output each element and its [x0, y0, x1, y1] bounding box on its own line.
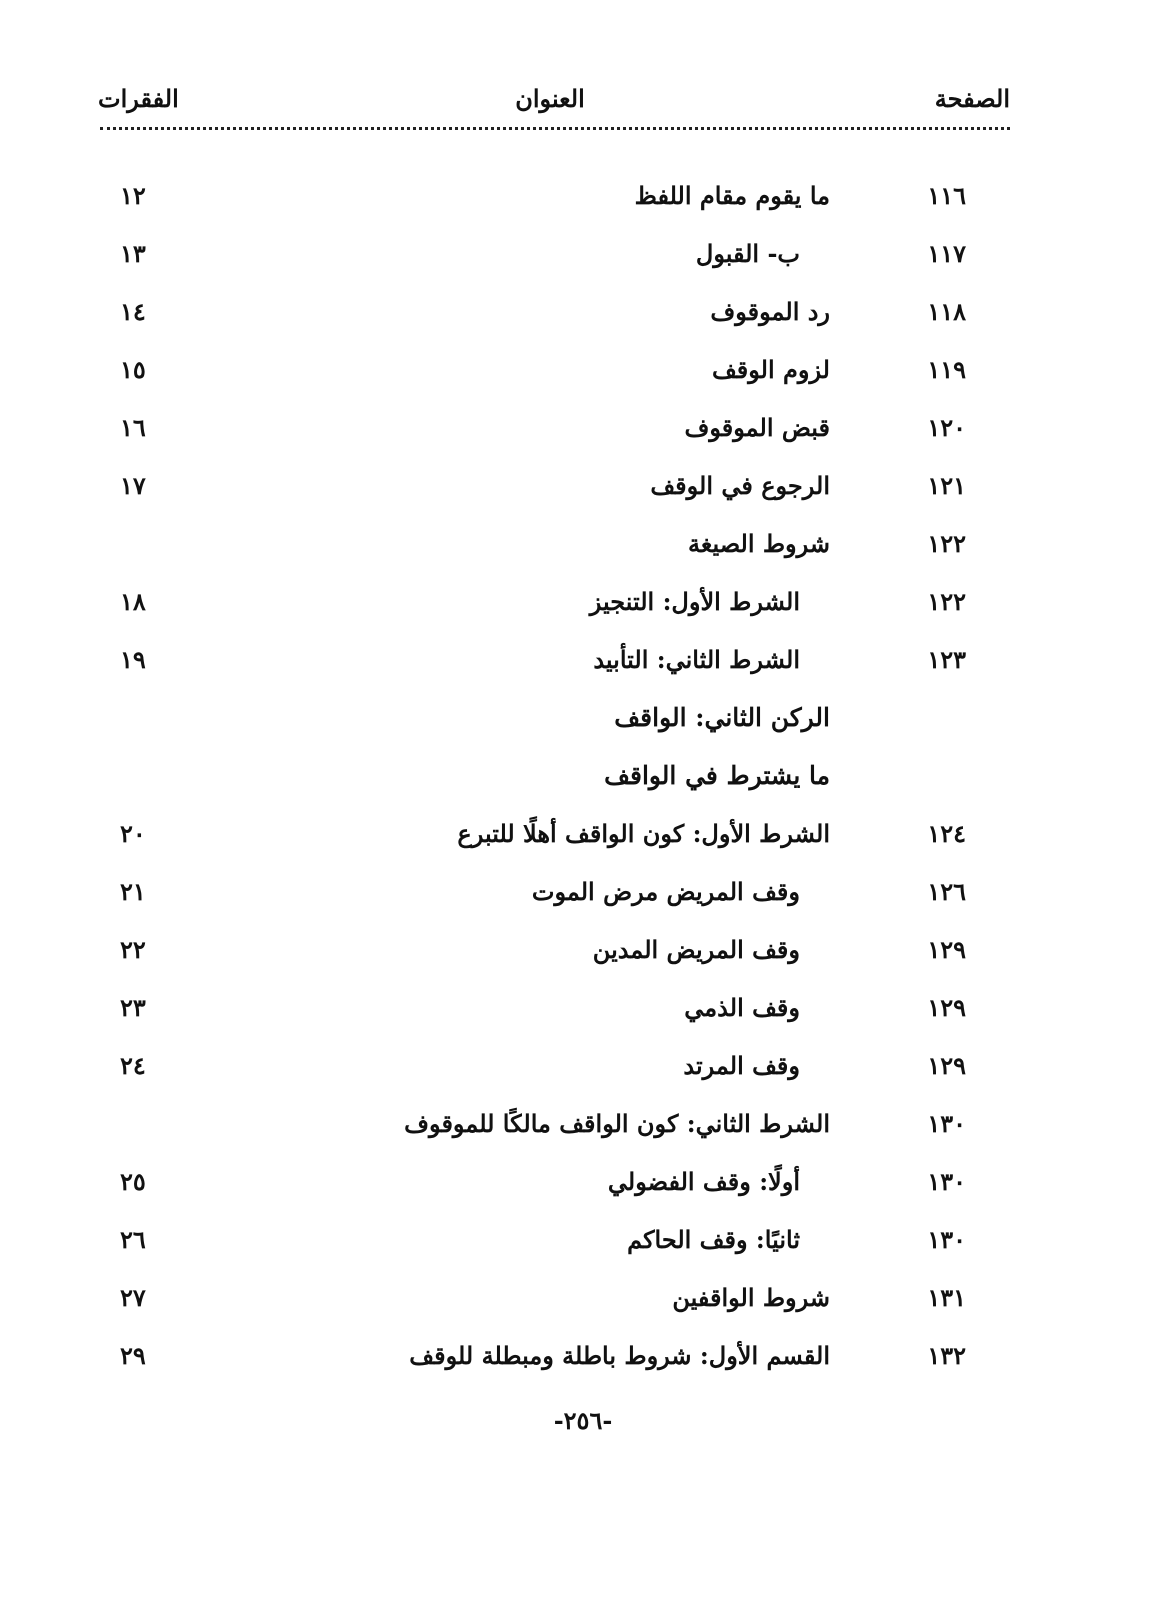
toc-row-title: الرجوع في الوقف: [650, 471, 830, 500]
toc-row-page: ١١٧: [927, 239, 966, 268]
toc-row-paragraph: ٢٧: [120, 1283, 146, 1312]
toc-row-title: لزوم الوقف: [711, 355, 830, 384]
toc-section-heading: [0, 761, 1166, 801]
toc-row-page: ١٢٢: [927, 587, 966, 616]
toc-row-page: ١٢٦: [927, 877, 966, 906]
page-number: -٢٥٦-: [553, 1406, 613, 1435]
toc-row: [0, 1225, 1166, 1265]
toc-row: [0, 529, 1166, 569]
toc-row: [0, 993, 1166, 1033]
toc-row-title: الشرط الأول: كون الواقف أهلًا للتبرع: [457, 819, 830, 848]
toc-row-title: أولًا: وقف الفضولي: [607, 1167, 800, 1196]
toc-row-paragraph: ٢١: [120, 877, 146, 906]
toc-section-heading: [0, 703, 1166, 743]
toc-row-page: ١٣٠: [927, 1109, 966, 1138]
toc-row-paragraph: ٢٤: [120, 1051, 146, 1080]
toc-row-page: ١٢٤: [927, 819, 966, 848]
toc-row-page: ١٢١: [927, 471, 966, 500]
toc-row-paragraph: ١٦: [120, 413, 146, 442]
dotted-divider: [100, 127, 1010, 130]
toc-row-paragraph: ١٣: [120, 239, 146, 268]
toc-row-title: وقف المريض المدين: [592, 935, 800, 964]
toc-row-paragraph: ٢٣: [120, 993, 146, 1022]
toc-row: [0, 471, 1166, 511]
toc-row-page: ١١٨: [927, 297, 966, 326]
toc-row-title: الركن الثاني: الواقف: [614, 703, 830, 732]
toc-row-page: ١٢٢: [927, 529, 966, 558]
toc-row: [0, 297, 1166, 337]
toc-row-title: ب- القبول: [695, 239, 800, 268]
toc-row-paragraph: ٢٩: [120, 1341, 146, 1370]
toc-row-page: ١٢٠: [927, 413, 966, 442]
toc-row-title: ما يشترط في الواقف: [604, 761, 830, 790]
toc-row-title: رد الموقوف: [710, 297, 830, 326]
toc-row-page: ١٢٩: [927, 993, 966, 1022]
toc-row-paragraph: ٢٦: [120, 1225, 146, 1254]
toc-row-title: القسم الأول: شروط باطلة ومبطلة للوقف: [409, 1341, 830, 1370]
toc-row-page: ١١٦: [927, 181, 966, 210]
toc-header: [90, 84, 1010, 128]
toc-row: [0, 1283, 1166, 1323]
toc-row-title: وقف الذمي: [684, 993, 800, 1022]
toc-row-title: الشرط الأول: التنجيز: [589, 587, 800, 616]
toc-row: [0, 1051, 1166, 1091]
toc-row-page: ١٢٩: [927, 935, 966, 964]
toc-row-title: شروط الصيغة: [688, 529, 830, 558]
toc-row-page: ١٢٩: [927, 1051, 966, 1080]
toc-row: [0, 935, 1166, 975]
toc-row: [0, 645, 1166, 685]
toc-row-paragraph: ١٧: [120, 471, 146, 500]
toc-row-paragraph: ٢٥: [120, 1167, 146, 1196]
toc-row-page: ١٣١: [927, 1283, 966, 1312]
toc-row-page: ١٣٠: [927, 1225, 966, 1254]
toc-row-title: قبض الموقوف: [684, 413, 830, 442]
toc-row-page: ١٢٣: [927, 645, 966, 674]
title-column-header: العنوان: [515, 84, 585, 113]
page-column-header: الصفحة: [934, 84, 1010, 113]
toc-row-title: ما يقوم مقام اللفظ: [634, 181, 830, 210]
toc-row-paragraph: ١٩: [120, 645, 146, 674]
toc-row-paragraph: ٢٠: [120, 819, 146, 848]
toc-row-title: ثانيًا: وقف الحاكم: [627, 1225, 800, 1254]
toc-row-paragraph: ١٥: [120, 355, 146, 384]
toc-row: [0, 239, 1166, 279]
toc-row: [0, 181, 1166, 221]
toc-row: [0, 355, 1166, 395]
toc-row-title: وقف المرتد: [683, 1051, 800, 1080]
toc-row-title: وقف المريض مرض الموت: [531, 877, 800, 906]
toc-row: [0, 1167, 1166, 1207]
toc-row-page: ١٣٠: [927, 1167, 966, 1196]
toc-row: [0, 819, 1166, 859]
toc-row-paragraph: ١٢: [120, 181, 146, 210]
paragraphs-column-header: الفقرات: [98, 84, 179, 113]
toc-row: [0, 1341, 1166, 1381]
toc-row-paragraph: ١٨: [120, 587, 146, 616]
toc-row: [0, 1109, 1166, 1149]
toc-row: [0, 587, 1166, 627]
toc-row-title: الشرط الثاني: كون الواقف مالكًا للموقوف: [404, 1109, 830, 1138]
toc-row: [0, 877, 1166, 917]
toc-row-title: الشرط الثاني: التأبيد: [593, 645, 800, 674]
toc-row-page: ١١٩: [927, 355, 966, 384]
toc-row-paragraph: ٢٢: [120, 935, 146, 964]
toc-row-paragraph: ١٤: [120, 297, 146, 326]
toc-row-title: شروط الواقفين: [672, 1283, 830, 1312]
toc-row-page: ١٣٢: [927, 1341, 966, 1370]
toc-row: [0, 413, 1166, 453]
